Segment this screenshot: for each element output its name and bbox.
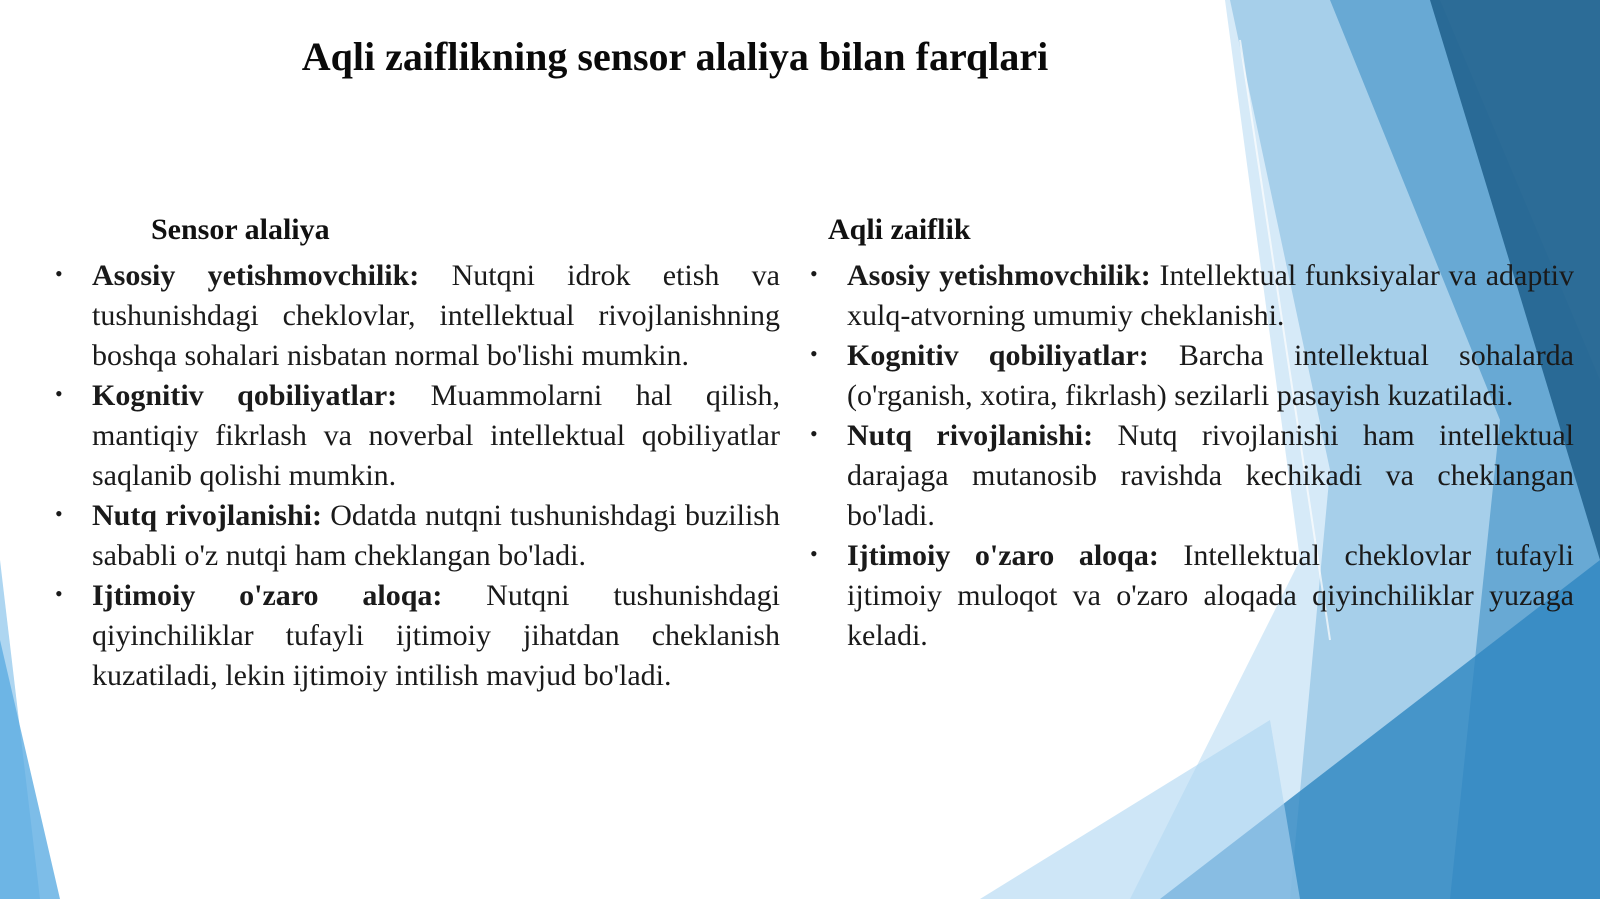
item-text: Intellektual cheklovlar tufayli ijtimoiy muloqot va o'zaro aloqada qiyinchiliklar yuzaga keladi. — [847, 539, 1575, 652]
item-text: Intellektual funksiyalar va adaptiv xulq-atvorning umumiy cheklanishi. — [847, 259, 1574, 332]
item-text: Nutq rivojlanishi ham intellektual darajaga mutanosib ravishda kechikadi va cheklangan bo'ladi. — [847, 419, 1574, 532]
column-heading: Aqli zaiflik — [828, 213, 971, 246]
bullet-icon: • — [810, 341, 818, 366]
bullet-icon: • — [55, 261, 63, 286]
item-text: Nutqni idrok etish va tushunishdagi cheklovlar, intellektual rivojlanishning boshqa sohalari nisbatan normal bo'lishi mumkin. — [92, 259, 780, 372]
list-item — [55, 576, 780, 696]
list-item — [55, 496, 780, 576]
column-aqli-zaiflik — [810, 210, 1574, 656]
bullet-list — [810, 256, 1574, 656]
item-text: Nutqni tushunishdagi qiyinchiliklar tufayli ijtimoiy jihatdan cheklanish kuzatiladi, lekin ijtimoiy intilish mavjud bo'ladi. — [92, 579, 780, 692]
item-text: Barcha intellektual sohalarda (o'rganish, xotira, fikrlash) sezilarli pasayish kuzatiladi. — [847, 339, 1575, 412]
column-sensor-alaliya — [55, 210, 780, 696]
bullet-icon: • — [55, 581, 63, 606]
bg-facet-bottom-light — [980, 720, 1300, 899]
bullet-list — [55, 256, 780, 696]
column-heading: Sensor alaliya — [151, 213, 330, 246]
bullet-icon: • — [810, 541, 818, 566]
list-item — [810, 256, 1574, 336]
item-term: Ijtimoiy o'zaro aloqa: — [92, 579, 443, 612]
list-item — [55, 256, 780, 376]
item-text: Muammolarni hal qilish, mantiqiy fikrlash va noverbal intellektual qobiliyatlar saqlanib qolishi mumkin. — [92, 379, 781, 492]
bullet-icon: • — [810, 421, 818, 446]
item-term: Asosiy yetishmovchilik: — [847, 259, 1151, 292]
item-term: Nutq rivojlanishi: — [92, 499, 322, 532]
item-text: Odatda nutqni tushunishdagi buzilish sababli o'z nutqi ham cheklangan bo'ladi. — [92, 499, 780, 572]
item-term: Nutq rivojlanishi: — [847, 419, 1094, 452]
item-term: Kognitiv qobiliyatlar: — [92, 379, 398, 412]
list-item — [810, 536, 1574, 656]
list-item — [810, 416, 1574, 536]
list-item — [810, 336, 1574, 416]
bullet-icon: • — [55, 381, 63, 406]
bullet-icon: • — [55, 501, 63, 526]
item-term: Asosiy yetishmovchilik: — [92, 259, 420, 292]
list-item — [55, 376, 780, 496]
item-term: Kognitiv qobiliyatlar: — [847, 339, 1149, 372]
bullet-icon: • — [810, 261, 818, 286]
item-term: Ijtimoiy o'zaro aloqa: — [847, 539, 1159, 572]
slide-title: Aqli zaiflikning sensor alaliya bilan farqlari — [301, 34, 1049, 79]
